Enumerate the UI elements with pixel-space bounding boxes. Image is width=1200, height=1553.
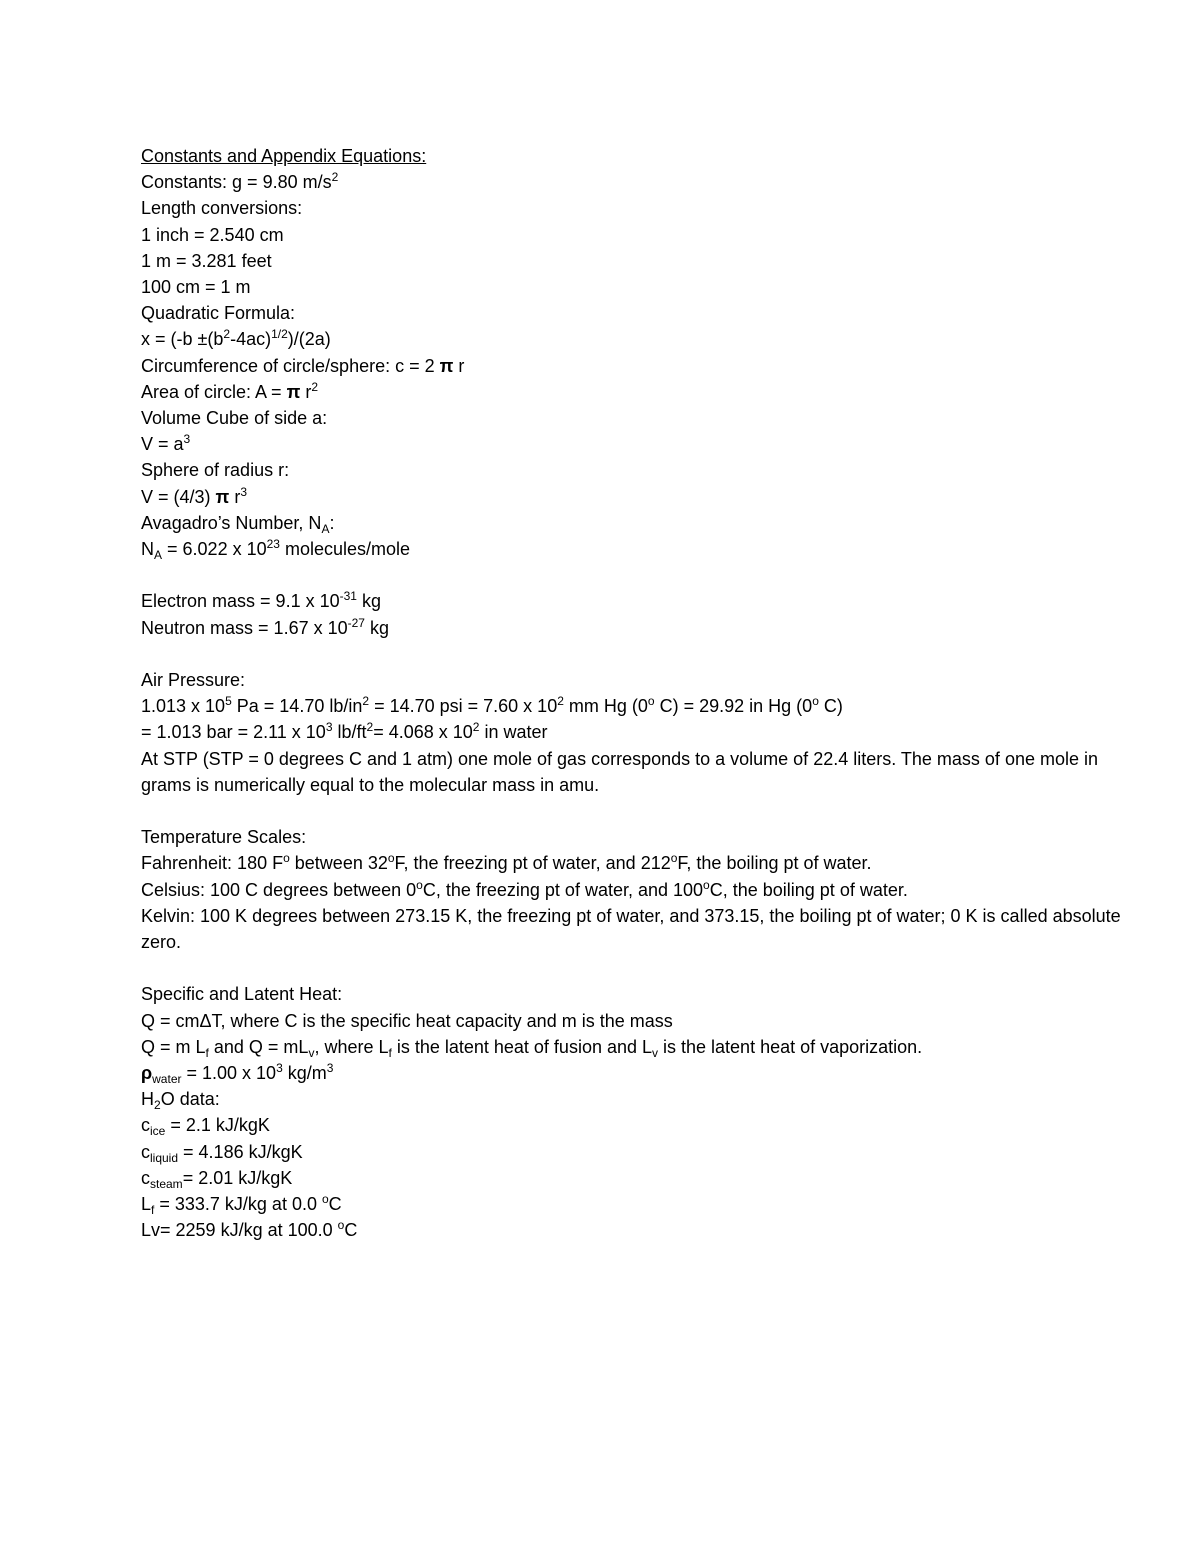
- neutron-mass: Neutron mass = 1.67 x $10^{-27}$ kg: [141, 615, 389, 638]
- spacer: [141, 955, 1141, 981]
- sphere-heading: Sphere of radius r:: [141, 460, 290, 481]
- water-data-heading: $H_2O$ data:: [141, 1089, 220, 1113]
- air-pressure-line-2: = 1.013 bar = 2.11 x $10^3$ $lb/ft^2= 4.068$ x $10^2$ in water: [141, 720, 548, 743]
- rho-symbol: ρ: [141, 1063, 153, 1084]
- stp-paragraph: At STP (STP = 0 degrees C and 1 atm) one mole of gas corresponds to a volume of 22.4 liters. The mass of one mole in grams is numerically equal to the molecular mass in amu.: [141, 748, 1098, 795]
- celsius-line: Celsius: 100 C degrees between 0$^o$C, the freezing pt of water, and 100$^o$C, the boiling pt of water.: [141, 877, 908, 900]
- spacer: [141, 562, 1141, 588]
- area-formula: Area of circle: A = π $r^2$: [141, 379, 319, 402]
- air-pressure-heading: Air Pressure:: [141, 670, 246, 691]
- avogadro-heading: Avagadro’s Number, $N_A$:: [141, 512, 335, 536]
- temperature-heading: Temperature Scales:: [141, 827, 307, 848]
- spacer: [141, 641, 1141, 667]
- length-m-feet: 1 m = 3.281 feet: [141, 250, 272, 271]
- sphere-formula: V = (4/3) π $r^3$: [141, 484, 247, 507]
- fahrenheit-line: Fahrenheit: 180 $F^o$ between 32$^o$F, the freezing pt of water, and 212$^o$F, the boiling pt of water.: [141, 851, 872, 874]
- circumference-formula: Circumference of circle/sphere: c = 2 π r: [141, 355, 465, 376]
- page-title: Constants and Appendix Equations:: [141, 146, 427, 166]
- document-page: [141, 143, 1141, 1243]
- pi-symbol: π: [439, 355, 454, 376]
- c-steam: $c_{steam}= 2.01$ kJ/kgK: [141, 1167, 293, 1191]
- c-liquid: $c_{liquid} = 4.186$ kJ/kgK: [141, 1141, 303, 1165]
- electron-mass: Electron mass = 9.1 x $10^{-31}$ kg: [141, 589, 381, 612]
- c-ice: $c_{ice} = 2.1$ kJ/kgK: [141, 1115, 270, 1139]
- latent-fusion: $L_f = 333.7$ kJ/kg at 0.0 $^o$C: [141, 1192, 342, 1218]
- length-cm-m: 100 cm = 1 m: [141, 277, 251, 298]
- quadratic-heading: Quadratic Formula:: [141, 303, 296, 324]
- pi-symbol: π: [286, 381, 301, 402]
- length-inch-cm: 1 inch = 2.540 cm: [141, 224, 284, 245]
- cube-formula: $V = a^3$: [141, 432, 191, 455]
- pi-symbol: π: [215, 486, 230, 507]
- water-density: $\rho_{water} = 1.00$ x $10^3$ $kg/m^3$: [141, 1061, 334, 1087]
- kelvin-paragraph: Kelvin: 100 K degrees between 273.15 K, the freezing pt of water, and 373.15, the boiling pt of water; 0 K is called absolute zero.: [141, 905, 1121, 953]
- gravity-constant: Constants: g = 9.80 $m/s^2$: [141, 170, 339, 193]
- specific-heat-formula: Q = cmΔT, where C is the specific heat capacity and m is the mass: [141, 1010, 673, 1031]
- length-heading: Length conversions:: [141, 198, 303, 219]
- heat-heading: Specific and Latent Heat:: [141, 984, 343, 1005]
- latent-vaporization: Lv= 2259 kJ/kg at 100.0 $^o$C: [141, 1218, 358, 1241]
- spacer: [141, 798, 1141, 824]
- air-pressure-line-1: 1.013 x $10^5$ Pa = 14.70 $lb/in^2 = 14.70$ psi = 7.60 x $10^2$ mm Hg (0$^o$ C) = 29.92 in Hg (0$^o$ C): [141, 694, 843, 717]
- avogadro-formula: $N_A = 6.022$ x $10^{23}$ molecules/mole: [141, 537, 411, 563]
- cube-heading: Volume Cube of side a:: [141, 408, 328, 429]
- latent-heat-formula: Q = m $L_f$ and $Q = mL_v$, where $L_f$ is the latent heat of fusion and $L_v$ is the latent heat of vaporization.: [141, 1036, 923, 1060]
- quadratic-formula: $x = (-b \pm(b^2-4ac)^{1/2})/(2a)$: [141, 327, 331, 350]
